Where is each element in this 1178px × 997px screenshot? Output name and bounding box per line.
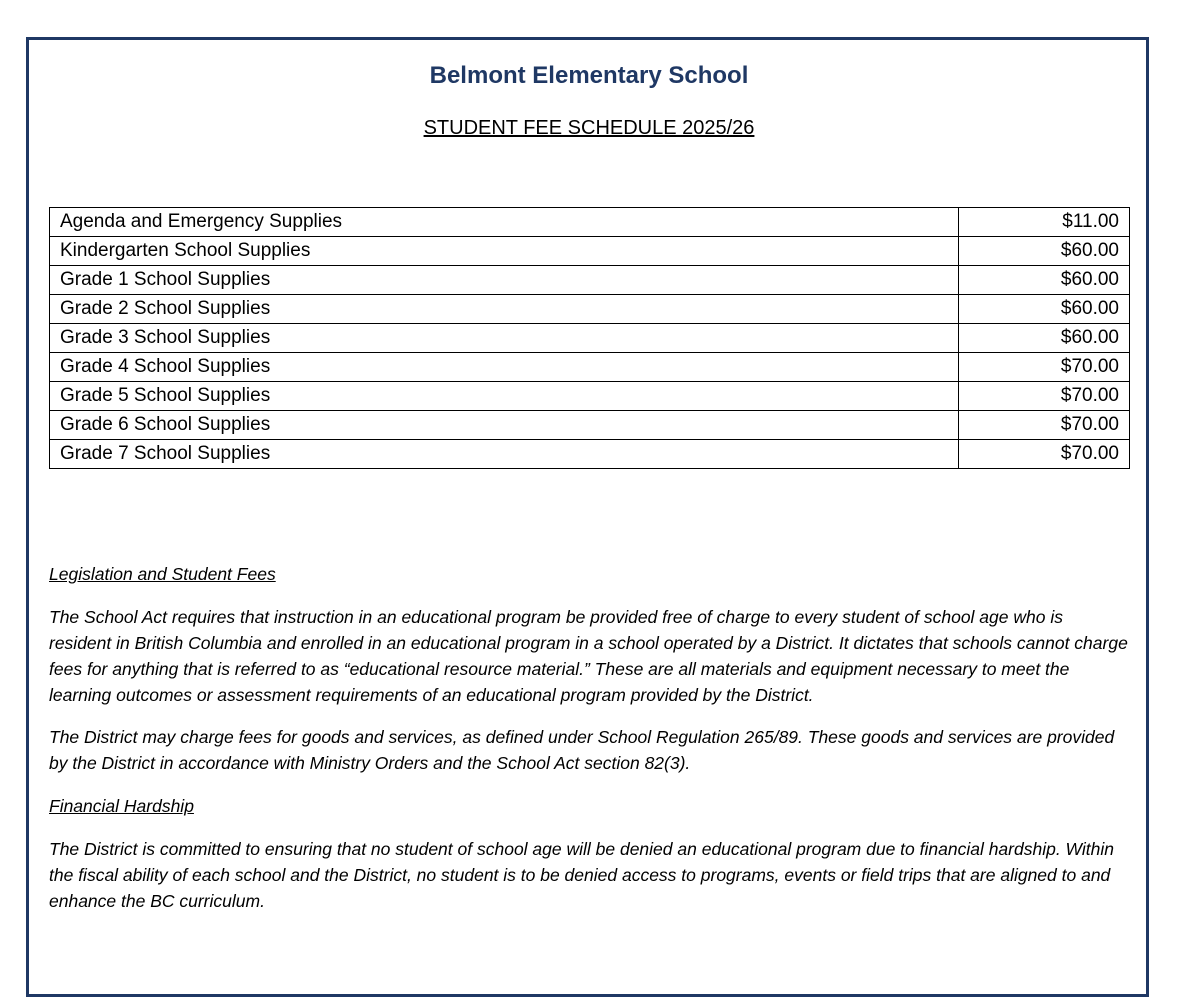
fee-item-label: Grade 5 School Supplies (50, 382, 959, 411)
school-title: Belmont Elementary School (429, 62, 749, 89)
fee-item-label: Grade 3 School Supplies (50, 324, 959, 353)
fee-item-price: $70.00 (959, 353, 1130, 382)
fee-item-label: Grade 1 School Supplies (50, 266, 959, 295)
fee-item-label: Kindergarten School Supplies (50, 237, 959, 266)
financial-hardship-heading: Financial Hardship (49, 796, 194, 816)
legislation-paragraph-1: The School Act requires that instruction in an educational program be provided free of charge to every student of school age who is resident in British Columbia and enrolled in an educational program in a school operated by a District. It dictates that schools cannot charge fees for anything that is referred to as “educational resource material.” These are all materials and equipment necessary to meet the learning outcomes or assessment requirements of an educational program provided by the District. (49, 607, 1128, 705)
table-row (50, 411, 1130, 440)
fee-item-price: $70.00 (959, 382, 1130, 411)
legislation-paragraph-2: The District may charge fees for goods and services, as defined under School Regulation 265/89. These goods and services are provided by the District in accordance with Ministry Orders and the School Act section 82(3). (49, 727, 1115, 773)
table-row (50, 353, 1130, 382)
fee-table (49, 207, 1130, 469)
table-row (50, 440, 1130, 469)
fee-item-price: $60.00 (959, 295, 1130, 324)
fee-item-price: $60.00 (959, 237, 1130, 266)
table-row (50, 324, 1130, 353)
fee-item-label: Grade 7 School Supplies (50, 440, 959, 469)
table-row (50, 382, 1130, 411)
fee-schedule-title: STUDENT FEE SCHEDULE 2025/26 (423, 117, 755, 139)
fee-item-label: Grade 2 School Supplies (50, 295, 959, 324)
fee-item-label: Agenda and Emergency Supplies (50, 208, 959, 237)
fee-item-price: $70.00 (959, 411, 1130, 440)
legislation-heading: Legislation and Student Fees (49, 564, 276, 584)
table-row (50, 237, 1130, 266)
fee-item-price: $11.00 (959, 208, 1130, 237)
table-row (50, 295, 1130, 324)
financial-hardship-paragraph: The District is committed to ensuring that no student of school age will be denied an educational program due to financial hardship. Within the fiscal ability of each school and the District, no student is to be denied access to programs, events or field trips that are aligned to and enhance the BC curriculum. (49, 839, 1115, 911)
fee-item-price: $70.00 (959, 440, 1130, 469)
fee-item-price: $60.00 (959, 324, 1130, 353)
table-row (50, 266, 1130, 295)
fee-item-label: Grade 4 School Supplies (50, 353, 959, 382)
fee-item-label: Grade 6 School Supplies (50, 411, 959, 440)
fee-item-price: $60.00 (959, 266, 1130, 295)
table-row (50, 208, 1130, 237)
